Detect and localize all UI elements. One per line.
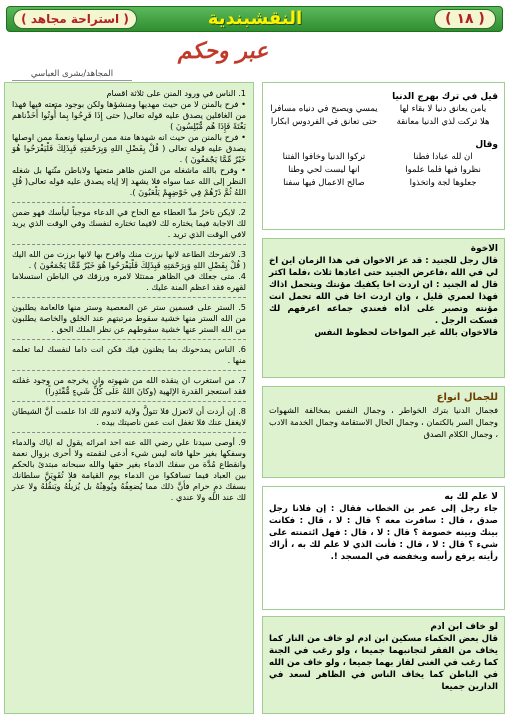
wisdom-item: 6. الناس يمدحونك بما يظنون فيك فكن انت ذاما لنفسك لما تعلمه منها . (12, 344, 246, 365)
wisdom-item: • فرح بالمنن لا من حيث مهديها ومنشؤها ولكن بوجود متعته فيها فهذا من الغافلين يصدق عليه قوله تعالى( حتى إِذَا فَرِحُوا بِما أُوتُوا أَخَذْناهم بَغْتَةً فَإِذَا هُم مُّبْلِسُونَ ) (12, 99, 246, 131)
divider (12, 370, 246, 371)
page-number: ( ١٨ ) (434, 9, 496, 29)
brotherhood-box (262, 238, 505, 378)
divider (12, 432, 246, 433)
poem-heading: قيل في ترك بهرج الدنيا (392, 92, 498, 102)
page-header (6, 6, 503, 32)
poem-line (269, 164, 498, 177)
knowledge-body: جاء رجل إلى عمر بن الخطاب فقال : إن فلانا رجل صدق ، قال : سافرت معه ؟ قال : لا ، قال : فكانت بينك وبينه خصومة ؟ قال : لا ، قال : فهل ائتمنته على شيء ؟ قال : لا ، قال : فأنت الذي لا علم لك به ، أراك رأيته يرفع رأسه ويخفضه في المسجد !. (269, 504, 498, 562)
poem-hemistich: نظروا فيها فلما علموا (405, 165, 481, 175)
wisdom-item: 8. إن أردت أن لاتعزل فلا تتولَّ ولاية لاتدوم لك اذا علمت أنَّ الشيطان لايغفل عنك فلا تغفل انت عمن ناصيتك بيده . (12, 406, 246, 427)
poem-hemistich: تركوا الدنيا وخافوا الفتنا (282, 152, 366, 162)
poem-hemistich: يمسي ويصبح في دنياه مسافرا (270, 104, 378, 114)
poem-hemistich: هلا تركت لذي الدنيا معانقة (396, 117, 490, 127)
poem-hemistich: جعلوها لجة واتخذوا (409, 178, 477, 188)
beauty-box (262, 386, 505, 478)
divider (12, 401, 246, 402)
wisdom-item: 5. الستر على قسمين ستر عن المعصية وستر منها فالعامة يطلبون من الله الستر منها خشية سقوط مرتبتهم عند الخلق والخاصة يطلبون من الله الستر عنها خشية سقوطهم عن نظر الملك الحق . (12, 302, 246, 334)
divider (12, 202, 246, 203)
brotherhood-body: قال رجل للجنيد : قد عز الاخوان في هذا الزمان اين اخ لي في الله ،فاعرض الجنيد حتى اعادها ثلاث ،فلما اكثر قال له الجنيد : ان اردت اخا يكفيك مؤنتك ويتحمل اذاك فهذا لعمري قليل ، وان اردت اخا في الله تحمل انت مؤنته وتصبر على اذاه فعندي جماعه اعرفهم لك فسكت الرجل . (269, 256, 498, 326)
knowledge-heading: لا علم لك به (444, 492, 498, 502)
poem-hemistich: حتى تعانق في الفردوس ابكارا (270, 117, 377, 127)
magazine-title: النقشبندية (207, 8, 303, 29)
poem2-heading: وقال (475, 140, 498, 150)
fear-box (262, 616, 505, 714)
wisdom-item: • فرح بالمنن من حيث انه شهدها منة ممن ارسلها ونعمةً ممن اوصلها يصدق عليه قوله تعالى ( قُلْ بِفَضْلِ اللهِ وَبِرَحْمَتِهِ فَبِذَلِكَ فَلْيَفْرَحُوا هُوَ خَيْرٌ مِّمَّا يَجْمَعُونَ ) . (12, 132, 246, 164)
article-title: عبر وحكم (177, 38, 269, 64)
poem-line (269, 103, 498, 116)
wisdom-item: 3. لاتفرحك الطاعة لانها برزت منك وافرح بها لانها برزت من الله اليك ( قُلْ بِفَضْلِ اللهِ وَبِرَحْمَتِهِ فَبِذَلِكَ فَلْيَفْرَحُوا هُوَ خَيْرٌ مِّمَّا يَجْمَعُونَ ) . (12, 249, 246, 270)
wisdom-item: 1. الناس في ورود المنن على ثلاثة اقسام (106, 88, 246, 98)
divider (12, 244, 246, 245)
divider (12, 297, 246, 298)
poems-box (262, 82, 505, 230)
wisdom-item: • وفرح بالله ماشغله من المنن ظاهر متعتها ولاباطن منّتها بل شغله النظر إلى الله عما سواه فلا يشهد إلا إياه يصدق عليه قوله تعالى( قُلِ اللهُ ثُمَّ ذَرْهُمْ فِي خَوْضِهِمْ يَلْعَبُونَ ). (12, 165, 246, 197)
brotherhood-closing: فالاخوان بالله غير المواخات لحظوظ النفس (314, 328, 498, 338)
poem-line (269, 116, 498, 129)
poem-line (269, 177, 498, 190)
knowledge-box (262, 486, 505, 610)
section-name: ( استراحة مجاهد ) (13, 9, 137, 29)
beauty-body: فجمال الدنيا بترك الخواطر ، وجمال النفس بمخالفة الشهوات وجمال السر بالكتمان ، وجمال الحال الاستقامة وجمال الخدمة الادب ، وجمال الكلام الصدق (269, 405, 498, 439)
author-name: المجاهد/بشرى العباسي (12, 68, 132, 81)
poem-hemistich: ان لله عبادا فطنا (413, 152, 473, 162)
beauty-heading: للجمال انواع (436, 392, 498, 403)
wisdom-item: 9. أوصى سيدنا علي رضي الله عنه احد امرائه يقول له اياك والدماء وسفكها بغير حلها فانه ليس شيء أدعى لنقمته ولا أحرى بزوال نعمة وانقطاع مُدَّة من سفك الدماء بغير حقها والله سبحانه مبتدئ بالحكم بين العباد فيما تسافكوا من الدماء يوم القيامة فلا تُقَوِيَنَّ سلطانك بسفك دمٍ حرام فأنَّ ذلك مما يُضعِفُهُ ويُوهِنُهُ بل يُزيلُهُ ويَنقُلُهُ ولا عذر لك عند الله ولا عندي . (12, 437, 246, 502)
left-column (4, 82, 254, 714)
poem-hemistich: يامن يعانق دنيا لا بقاء لها (399, 104, 487, 114)
wisdom-item: 2. لايكن تاخرُ مدِّ العطاء مع الحاح في الدعاء موجباً ليأسك فهو ضمن لك الاجابة فيما يختاره لك لافيما تختاره لنفسك وفي الوقت الذي يريد لافي الوقت الذي تريد . (12, 207, 246, 239)
fear-heading: لو خاف ابن ادم (430, 622, 498, 632)
wisdom-item: 4. متى جعلك في الظاهر ممتثلا لامره ورزقك في الباطن استسلاما لقهره فقد اعظم المنة عليك . (12, 271, 246, 292)
divider (12, 339, 246, 340)
brotherhood-heading: الاخوة (470, 244, 498, 254)
wisdom-item: 7. من استغرب ان ينقذه الله من شهوته وان يخرجه من وجود غفلته فقد استعجز القدرة الإلهية (وكانَ اللهُ عَلَى كُلِّ شَيءٍ مُّقْتَدِراً) (12, 375, 246, 396)
right-column (262, 82, 505, 714)
poem-hemistich: انها ليست لحي وطنا (288, 165, 360, 175)
fear-body: قال بعض الحكماء مسكين ابن ادم لو خاف من النار كما يخاف من الفقر لتجانبهما جميعا ، ولو رغب في الجنة كما رغب في الغنى لفاز بهما جميعا ، ولو خاف من الله في الباطن كما يخاف الناس في الظاهر لسعد في الدارين جميعا (269, 634, 498, 692)
poem-hemistich: صالح الاعمال فيها سفنا (283, 178, 365, 188)
poem-line (269, 151, 498, 164)
